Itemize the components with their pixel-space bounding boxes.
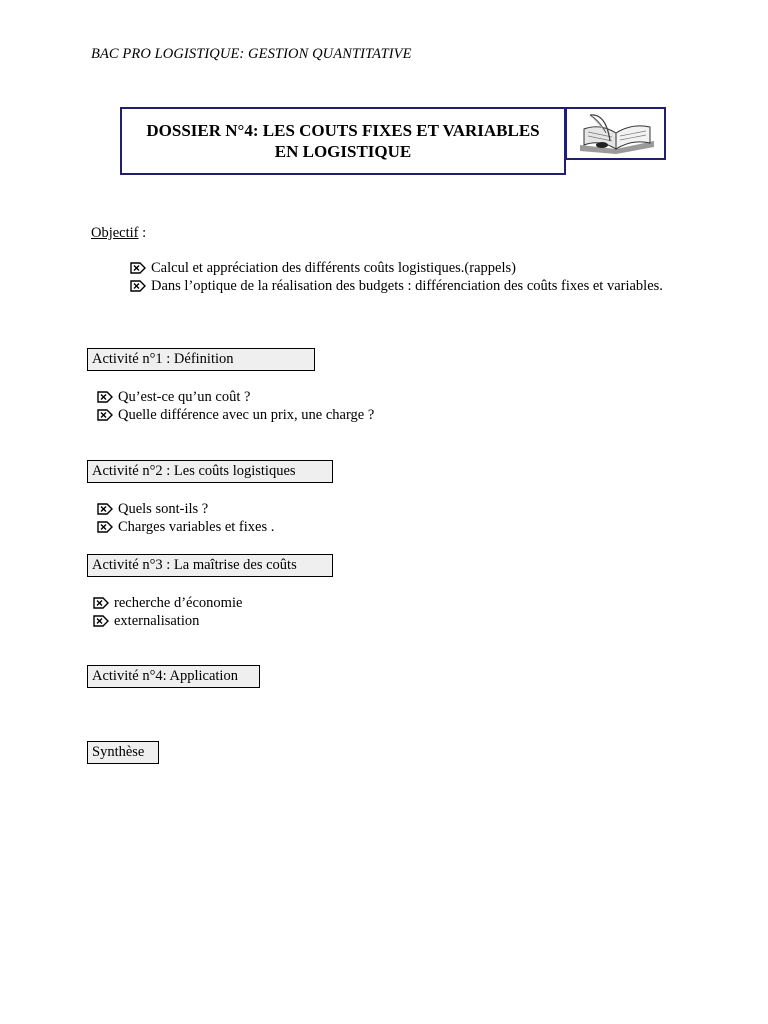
activity-1-box: Activité n°1 : Définition (87, 348, 315, 371)
objective-label-suffix: : (138, 225, 147, 241)
document-header: BAC PRO LOGISTIQUE: GESTION QUANTITATIVE (91, 46, 412, 62)
list-item-text: recherche d’économie (114, 594, 243, 611)
boxed-arrow-icon (130, 280, 146, 292)
list-item-text: Quels sont-ils ? (118, 500, 209, 517)
objective-list (130, 259, 663, 295)
boxed-arrow-icon (130, 262, 146, 274)
boxed-arrow-icon (93, 615, 109, 627)
dossier-title-line2: EN LOGISTIQUE (274, 142, 412, 161)
activity-4-box: Activité n°4: Application (87, 665, 260, 688)
list-item (97, 406, 374, 424)
activity-3-box: Activité n°3 : La maîtrise des coûts (87, 554, 333, 577)
open-book-with-quill-icon (570, 111, 662, 157)
list-item-text: Dans l’optique de la réalisation des budgets : différenciation des coûts fixes et variables. (151, 277, 663, 294)
boxed-arrow-icon (97, 503, 113, 515)
activity-1-list (97, 388, 374, 424)
activity-3-list (93, 594, 242, 630)
list-item-text: Charges variables et fixes . (118, 518, 275, 535)
activity-2-list (97, 500, 274, 536)
list-item (130, 277, 663, 295)
list-item (97, 500, 274, 518)
list-item (97, 518, 274, 536)
list-item (93, 594, 242, 612)
list-item-text: externalisation (114, 612, 200, 629)
list-item-text: Qu’est-ce qu’un coût ? (118, 388, 251, 405)
list-item (97, 388, 374, 406)
boxed-arrow-icon (97, 409, 113, 421)
boxed-arrow-icon (97, 391, 113, 403)
dossier-title-box (120, 107, 566, 175)
list-item (93, 612, 242, 630)
synthesis-box: Synthèse (87, 741, 159, 764)
boxed-arrow-icon (97, 521, 113, 533)
list-item (130, 259, 663, 277)
list-item-text: Quelle différence avec un prix, une charge ? (118, 406, 375, 423)
logo-box (565, 107, 666, 160)
activity-2-box: Activité n°2 : Les coûts logistiques (87, 460, 333, 483)
dossier-title-line1: DOSSIER N°4: LES COUTS FIXES ET VARIABLES (146, 121, 540, 140)
objective-label-text: Objectif (91, 225, 139, 241)
list-item-text: Calcul et appréciation des différents coûts logistiques.(rappels) (151, 259, 516, 276)
objective-label (91, 225, 146, 242)
boxed-arrow-icon (93, 597, 109, 609)
